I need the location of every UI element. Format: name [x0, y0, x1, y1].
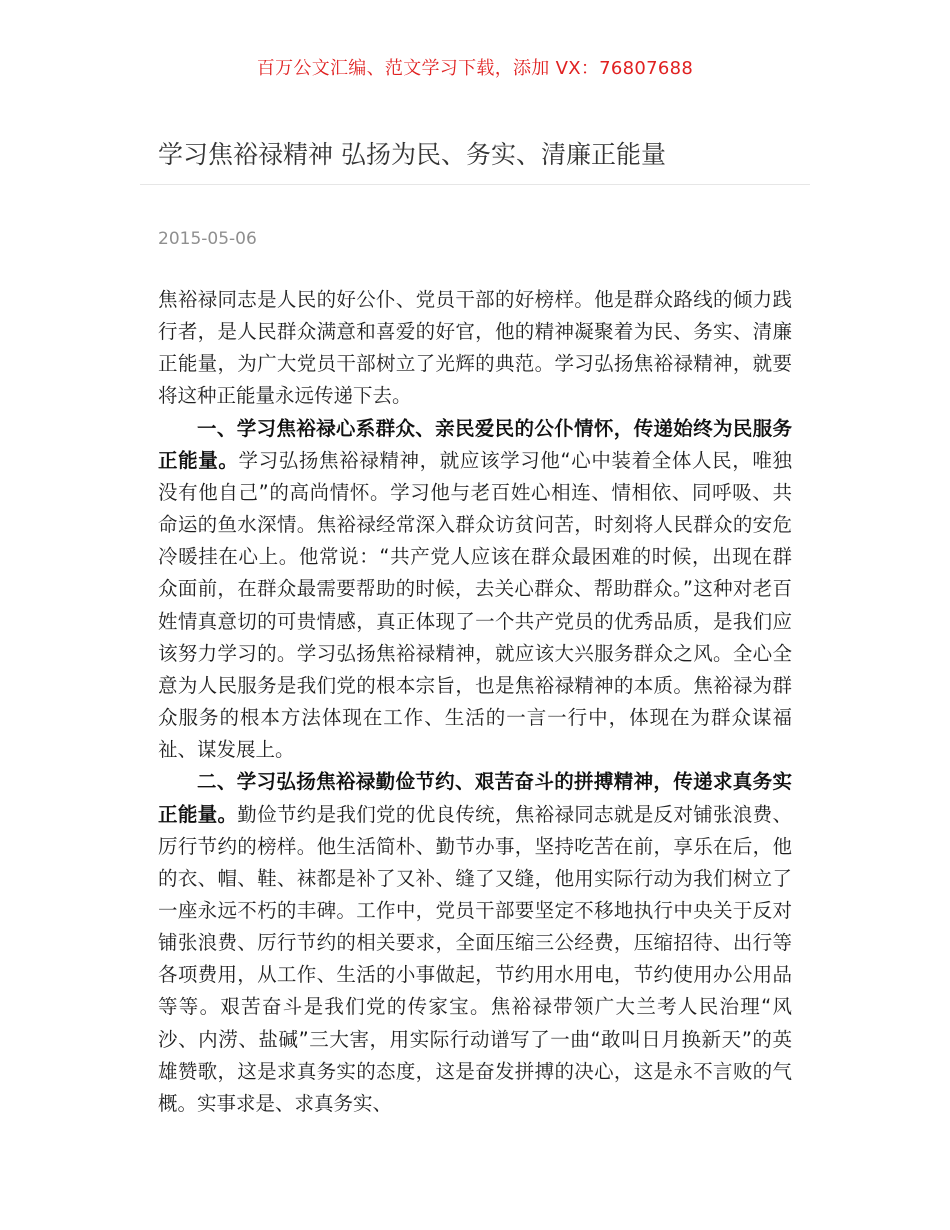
article-title: 学习焦裕禄精神 弘扬为民、务实、清廉正能量	[158, 140, 666, 169]
section-heading: 二、学习弘扬焦裕禄勤俭节约、艰苦奋斗的拼搏精神，传递求真务实正能量。	[158, 770, 792, 826]
promo-banner: 百万公文汇编、范文学习下载，添加 VX：76807688	[256, 58, 694, 79]
article-body	[158, 284, 792, 1120]
paragraph-intro	[158, 284, 792, 413]
title-divider	[140, 184, 810, 185]
paragraph-body: 焦裕禄同志是人民的好公仆、党员干部的好榜样。他是群众路线的倾力践行者，是人民群众满意和喜爱的好官，他的精神凝聚着为民、务实、清廉正能量，为广大党员干部树立了光辉的典范。学习弘扬焦裕禄精神，就要将这种正能量永远传递下去。	[158, 288, 792, 408]
publish-date: 2015-05-06	[158, 229, 257, 249]
paragraph-section-1	[158, 413, 792, 767]
paragraph-body: 勤俭节约是我们党的优良传统，焦裕禄同志就是反对铺张浪费、厉行节约的榜样。他生活简朴、勤节办事，坚持吃苦在前，享乐在后，他的衣、帽、鞋、袜都是补了又补、缝了又缝，他用实际行动为我们树立了一座永远不朽的丰碑。工作中，党员干部要坚定不移地执行中央关于反对铺张浪费、厉行节约的相关要求，全面压缩三公经费，压缩招待、出行等各项费用，从工作、生活的小事做起，节约用水用电，节约使用办公用品等等。艰苦奋斗是我们党的传家宝。焦裕禄带领广大兰考人民治理“风沙、内涝、盐碱”三大害，用实际行动谱写了一曲“敢叫日月换新天”的英雄赞歌，这是求真务实的态度，这是奋发拼搏的决心，这是永不言败的气概。实事求是、求真务实、	[158, 802, 792, 1115]
section-heading: 一、学习焦裕禄心系群众、亲民爱民的公仆情怀，传递始终为民服务正能量。	[158, 416, 792, 472]
paragraph-section-2	[158, 766, 792, 1120]
paragraph-body: 学习弘扬焦裕禄精神，就应该学习他“心中装着全体人民，唯独没有他自己”的高尚情怀。学习他与老百姓心相连、情相依、同呼吸、共命运的鱼水深情。焦裕禄经常深入群众访贫问苦，时刻将人民群众的安危冷暖挂在心上。他常说：“共产党人应该在群众最困难的时候，出现在群众面前，在群众最需要帮助的时候，去关心群众、帮助群众。”这种对老百姓情真意切的可贵情感，真正体现了一个共产党员的优秀品质，是我们应该努力学习的。学习弘扬焦裕禄精神，就应该大兴服务群众之风。全心全意为人民服务是我们党的根本宗旨，也是焦裕禄精神的本质。焦裕禄为群众服务的根本方法体现在工作、生活的一言一行中，体现在为群众谋福祉、谋发展上。	[158, 448, 792, 762]
